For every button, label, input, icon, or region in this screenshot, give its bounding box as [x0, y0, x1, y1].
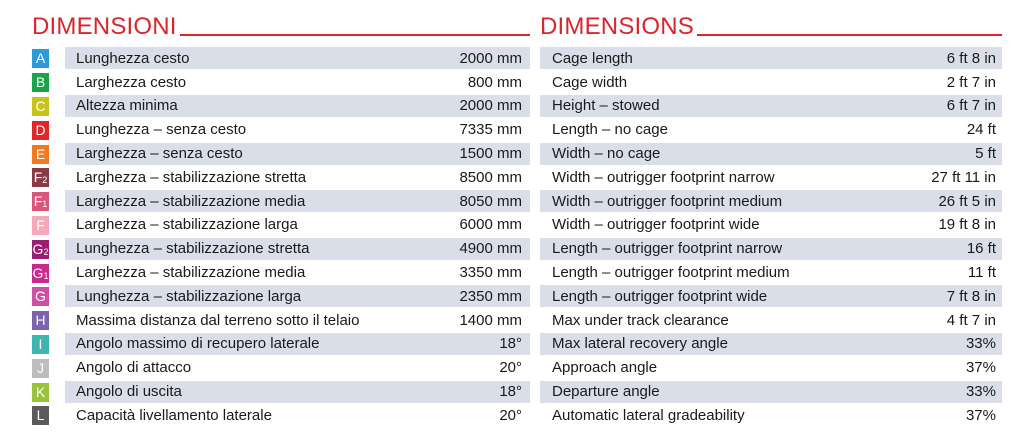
dimension-code-badge: [32, 264, 49, 283]
dimension-code: H: [35, 312, 46, 329]
dimension-code: F: [36, 216, 45, 233]
table-row: [540, 309, 1002, 333]
dimension-label: Length – outrigger footprint wide: [552, 287, 768, 305]
row-cell: [65, 166, 530, 189]
dimension-code: I: [38, 335, 43, 352]
row-cell: [540, 381, 1002, 404]
dimension-code-subscript: 1: [42, 199, 48, 210]
dimension-code: E: [35, 145, 46, 162]
dimensioni-heading: [32, 4, 530, 40]
dimension-code-badge: [32, 168, 49, 187]
dimension-label: Width – outrigger footprint medium: [552, 192, 783, 210]
table-row: [540, 356, 1002, 380]
dimension-label: Max under track clearance: [552, 311, 729, 329]
dimension-value: 1400 mm: [459, 311, 522, 329]
dimension-value: 11 ft: [967, 264, 996, 282]
table-row: [540, 261, 1002, 285]
row-cell: [65, 333, 530, 356]
dimension-label: Angolo di attacco: [76, 359, 192, 377]
row-cell: [65, 47, 530, 70]
dimension-value: 4 ft 7 in: [946, 311, 996, 329]
dimension-code-badge: [32, 49, 49, 68]
dimension-value: 6 ft 8 in: [946, 49, 996, 67]
dimension-label: Approach angle: [552, 359, 658, 377]
dimension-label: Capacità livellamento laterale: [76, 406, 272, 424]
dimension-value: 26 ft 5 in: [938, 192, 996, 210]
row-cell: [65, 71, 530, 94]
row-cell: [65, 95, 530, 118]
table-row: [32, 237, 530, 261]
dimension-value: 20°: [499, 406, 522, 424]
dimension-code-badge: [32, 145, 49, 164]
dimensions-title: DIMENSIONS: [540, 13, 695, 40]
table-row: [32, 214, 530, 238]
table-row: [540, 95, 1002, 119]
dimension-code: A: [35, 50, 46, 67]
dimension-label: Automatic lateral gradeability: [552, 406, 745, 424]
dimension-code-subscript: 2: [42, 175, 48, 186]
dimension-value: 6 ft 7 in: [946, 97, 996, 115]
table-row: [540, 142, 1002, 166]
dimension-code: F: [33, 169, 43, 186]
row-cell: [65, 143, 530, 166]
dimension-value: 8050 mm: [459, 192, 522, 210]
heading-rule: [180, 34, 530, 36]
row-cell: [65, 214, 530, 237]
dimension-value: 800 mm: [467, 73, 522, 91]
dimension-label: Altezza minima: [76, 97, 178, 115]
row-cell: [65, 238, 530, 261]
dimension-label: Larghezza cesto: [76, 73, 187, 91]
dimension-value: 16 ft: [966, 240, 996, 258]
table-row: [32, 47, 530, 71]
row-cell: [540, 166, 1002, 189]
dimension-label: Cage width: [552, 73, 628, 91]
row-cell: [65, 404, 530, 427]
dimension-code: J: [37, 359, 44, 376]
dimension-code: B: [35, 74, 46, 91]
dimension-code: F: [33, 193, 43, 210]
dimension-code-subscript: 2: [43, 246, 49, 257]
dimension-label: Length – outrigger footprint narrow: [552, 240, 783, 258]
row-cell: [540, 285, 1002, 308]
dimension-code-badge: [32, 406, 49, 425]
table-row: [32, 190, 530, 214]
dimension-label: Angolo di uscita: [76, 383, 182, 401]
row-cell: [540, 95, 1002, 118]
dimension-code: K: [35, 383, 46, 400]
table-row: [540, 285, 1002, 309]
dimension-code-badge: [32, 192, 49, 211]
row-cell: [65, 119, 530, 142]
row-cell: [65, 262, 530, 285]
dimension-code-badge: [32, 383, 49, 402]
dimension-code-subscript: 1: [43, 270, 49, 281]
dimension-value: 5 ft: [975, 145, 996, 163]
dimension-label: Width – outrigger footprint narrow: [552, 168, 775, 186]
dimensions-table: [540, 47, 1002, 428]
row-cell: [65, 357, 530, 380]
row-cell: [540, 47, 1002, 70]
dimension-value: 27 ft 11 in: [931, 168, 996, 186]
dimension-label: Lunghezza – stabilizzazione stretta: [76, 240, 310, 258]
table-row: [540, 47, 1002, 71]
dimension-code: D: [35, 121, 46, 138]
dimension-value: 2 ft 7 in: [946, 73, 996, 91]
row-cell: [65, 381, 530, 404]
row-cell: [65, 285, 530, 308]
dimension-label: Larghezza – stabilizzazione stretta: [76, 168, 307, 186]
dimension-label: Length – no cage: [552, 121, 668, 139]
table-row: [540, 333, 1002, 357]
dimension-value: 24 ft: [966, 121, 996, 139]
dimension-value: 7335 mm: [459, 121, 522, 139]
dimension-value: 6000 mm: [459, 216, 522, 234]
row-cell: [65, 190, 530, 213]
dimension-code-badge: [32, 73, 49, 92]
table-row: [540, 404, 1002, 428]
dimension-code: C: [35, 97, 46, 114]
dimension-label: Max lateral recovery angle: [552, 335, 728, 353]
row-cell: [540, 143, 1002, 166]
dimension-value: 18°: [499, 383, 522, 401]
row-cell: [65, 309, 530, 332]
dimension-value: 37%: [965, 406, 996, 424]
dimension-code-badge: [32, 287, 49, 306]
table-row: [32, 71, 530, 95]
table-row: [32, 118, 530, 142]
dimension-value: 18°: [499, 335, 522, 353]
table-row: [32, 261, 530, 285]
dimension-code: G: [32, 240, 44, 257]
row-cell: [540, 262, 1002, 285]
dimension-label: Angolo massimo di recupero laterale: [76, 335, 320, 353]
table-row: [32, 166, 530, 190]
row-cell: [540, 333, 1002, 356]
dimension-value: 19 ft 8 in: [938, 216, 996, 234]
table-row: [540, 237, 1002, 261]
dimension-value: 33%: [965, 383, 996, 401]
dimension-code-badge: [32, 359, 49, 378]
row-cell: [540, 309, 1002, 332]
dimension-code: G: [32, 264, 44, 281]
row-cell: [540, 404, 1002, 427]
dimension-value: 8500 mm: [459, 168, 522, 186]
dimension-label: Lunghezza – stabilizzazione larga: [76, 287, 302, 305]
dimension-code: G: [35, 288, 46, 305]
table-row: [32, 380, 530, 404]
dimension-label: Height – stowed: [552, 97, 660, 115]
dimensioni-section: [32, 4, 530, 428]
row-cell: [540, 119, 1002, 142]
dimension-label: Lunghezza cesto: [76, 49, 190, 67]
dimensioni-table: [32, 47, 530, 428]
dimension-value: 20°: [499, 359, 522, 377]
table-row: [540, 214, 1002, 238]
row-cell: [540, 238, 1002, 261]
dimension-label: Larghezza – stabilizzazione media: [76, 264, 306, 282]
row-cell: [540, 190, 1002, 213]
dimensions-section: [540, 4, 1002, 428]
table-row: [32, 95, 530, 119]
row-cell: [540, 357, 1002, 380]
table-row: [32, 404, 530, 428]
dimension-label: Larghezza – stabilizzazione larga: [76, 216, 298, 234]
table-row: [540, 166, 1002, 190]
dimension-code-badge: [32, 240, 49, 259]
table-row: [540, 118, 1002, 142]
table-row: [540, 71, 1002, 95]
table-row: [32, 142, 530, 166]
dimension-value: 2350 mm: [459, 287, 522, 305]
dimension-label: Length – outrigger footprint medium: [552, 264, 790, 282]
dimension-code-badge: [32, 216, 49, 235]
row-cell: [540, 214, 1002, 237]
dimension-label: Width – outrigger footprint wide: [552, 216, 760, 234]
dimension-value: 3350 mm: [459, 264, 522, 282]
table-row: [32, 356, 530, 380]
table-row: [32, 285, 530, 309]
dimension-value: 2000 mm: [459, 49, 522, 67]
heading-rule: [697, 34, 1002, 36]
dimension-label: Larghezza – stabilizzazione media: [76, 192, 306, 210]
dimension-code-badge: [32, 335, 49, 354]
dimensioni-title: DIMENSIONI: [32, 13, 177, 40]
dimension-value: 33%: [965, 335, 996, 353]
row-cell: [540, 71, 1002, 94]
dimension-code-badge: [32, 97, 49, 116]
table-row: [32, 309, 530, 333]
dimensions-heading: [540, 4, 1002, 40]
table-row: [32, 333, 530, 357]
dimension-code-badge: [32, 311, 49, 330]
dimension-value: 2000 mm: [459, 97, 522, 115]
table-row: [540, 190, 1002, 214]
dimension-value: 1500 mm: [459, 145, 522, 163]
dimension-code-badge: [32, 121, 49, 140]
dimension-code: L: [36, 407, 45, 424]
dimension-label: Departure angle: [552, 383, 660, 401]
dimension-label: Massima distanza dal terreno sotto il telaio: [76, 311, 360, 329]
dimension-value: 7 ft 8 in: [946, 287, 996, 305]
dimension-value: 37%: [965, 359, 996, 377]
dimension-label: Larghezza – senza cesto: [76, 145, 243, 163]
dimension-label: Lunghezza – senza cesto: [76, 121, 247, 139]
table-row: [540, 380, 1002, 404]
dimension-label: Width – no cage: [552, 145, 661, 163]
dimension-value: 4900 mm: [459, 240, 522, 258]
dimension-label: Cage length: [552, 49, 633, 67]
